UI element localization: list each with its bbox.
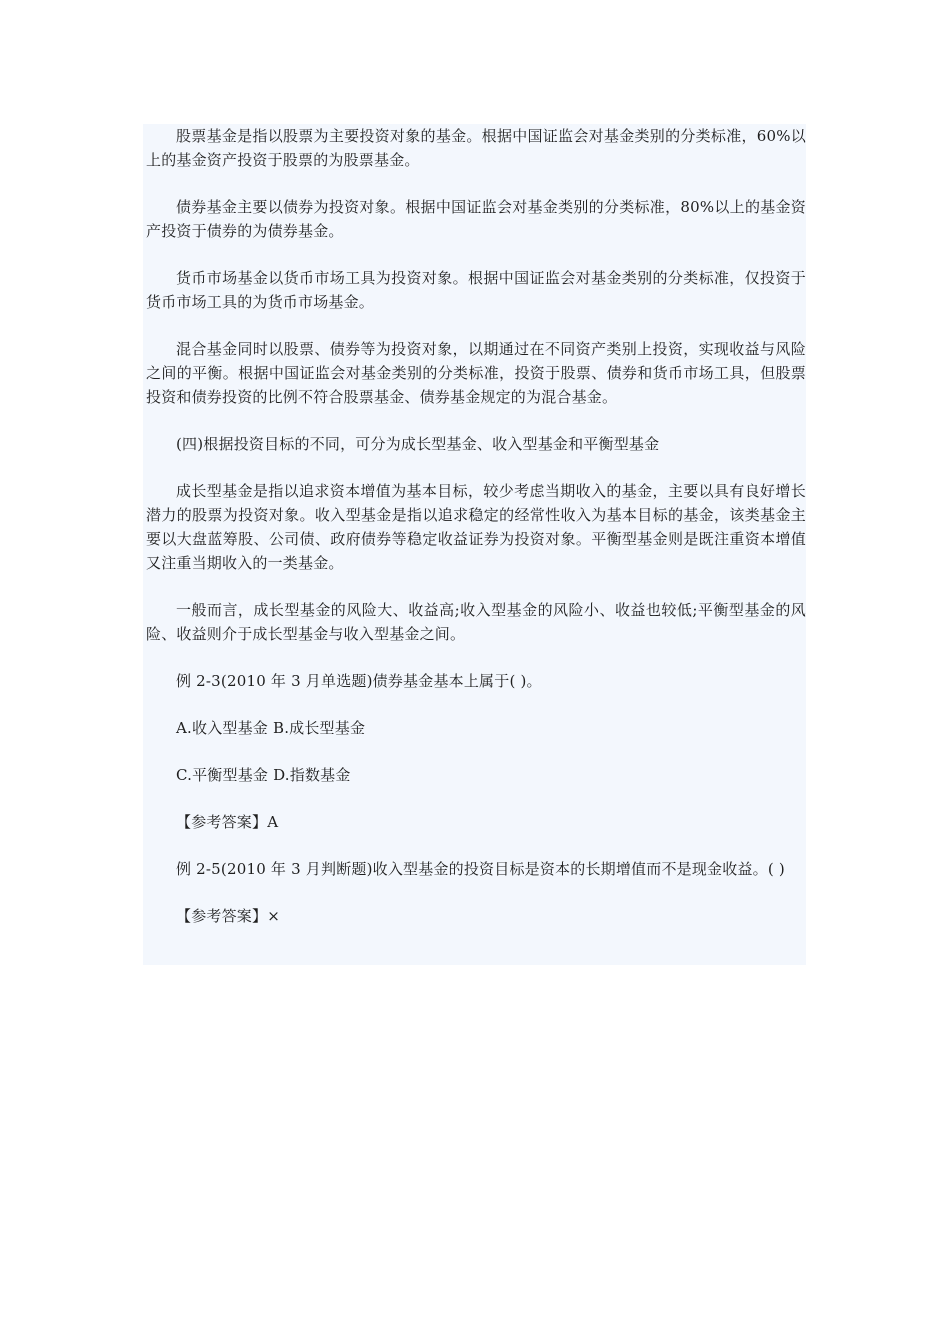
paragraph-answer-2: 【参考答案】×	[176, 907, 280, 925]
paragraph-options-a-b: A.收入型基金 B.成长型基金	[176, 719, 366, 737]
paragraph-money-market-fund: 货币市场基金以货币市场工具为投资对象。根据中国证监会对基金类别的分类标准，仅投资于货币市场工具的为货币市场基金。	[146, 269, 806, 311]
paragraph-options-c-d: C.平衡型基金 D.指数基金	[176, 766, 351, 784]
paragraph-example-2-5: 例 2-5(2010 年 3 月判断题)收入型基金的投资目标是资本的长期增值而不是现金收益。( )	[176, 860, 785, 878]
paragraph-stock-fund: 股票基金是指以股票为主要投资对象的基金。根据中国证监会对基金类别的分类标准，60%以上的基金资产投资于股票的为股票基金。	[146, 127, 806, 169]
paragraph-hybrid-fund: 混合基金同时以股票、债券等为投资对象，以期通过在不同资产类别上投资，实现收益与风险之间的平衡。根据中国证监会对基金类别的分类标准，投资于股票、债券和货币市场工具，但股票投资和债券投资的比例不符合股票基金、债券基金规定的为混合基金。	[146, 340, 806, 406]
paragraph-section-heading: (四)根据投资目标的不同，可分为成长型基金、收入型基金和平衡型基金	[176, 435, 660, 453]
paragraph-example-2-3: 例 2-3(2010 年 3 月单选题)债券基金基本上属于( )。	[176, 672, 542, 690]
paragraph-answer-1: 【参考答案】A	[176, 813, 279, 831]
paragraph-growth-income-balanced: 成长型基金是指以追求资本增值为基本目标，较少考虑当期收入的基金，主要以具有良好增长潜力的股票为投资对象。收入型基金是指以追求稳定的经常性收入为基本目标的基金，该类基金主要以大盘蓝筹股、公司债、政府债券等稳定收益证券为投资对象。平衡型基金则是既注重资本增值又注重当期收入的一类基金。	[146, 482, 806, 572]
paragraph-bond-fund: 债券基金主要以债券为投资对象。根据中国证监会对基金类别的分类标准，80%以上的基金资产投资于债券的为债券基金。	[146, 198, 806, 240]
document-content	[143, 124, 806, 965]
paragraph-risk-comparison: 一般而言，成长型基金的风险大、收益高;收入型基金的风险小、收益也较低;平衡型基金的风险、收益则介于成长型基金与收入型基金之间。	[146, 601, 806, 643]
